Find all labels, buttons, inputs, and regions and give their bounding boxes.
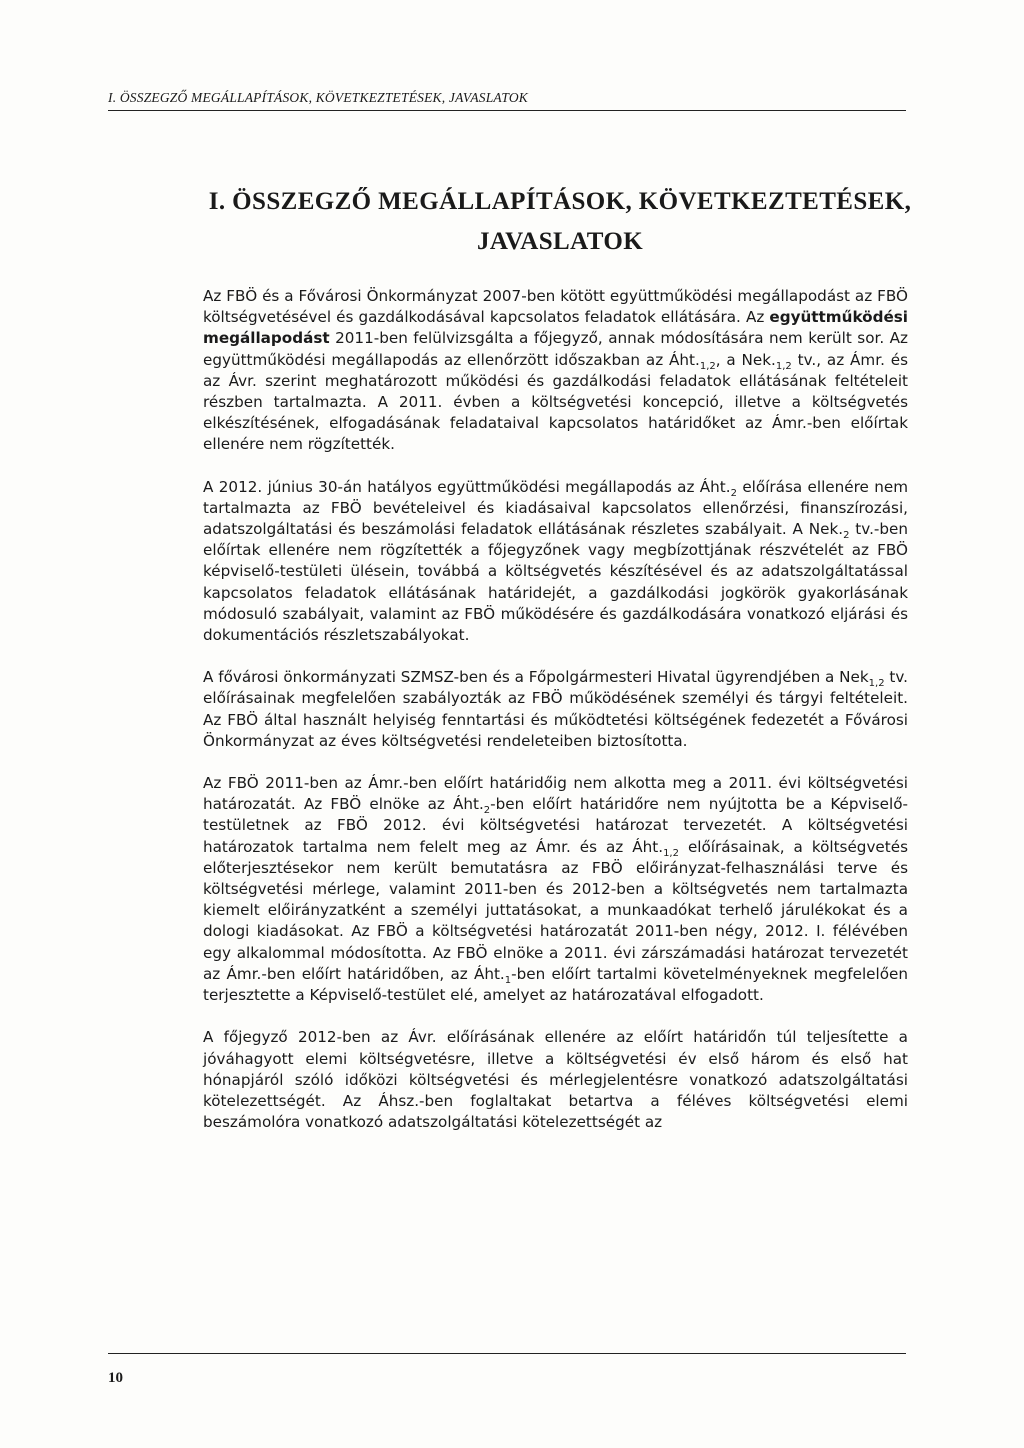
bold-term: együttműködési megállapodást: [203, 308, 908, 348]
header-rule: [108, 110, 906, 111]
paragraph-text: A 2012. június 30-án hatályos együttműködési megállapodás az Áht.: [203, 477, 731, 496]
paragraph-text: tv., az Ámr. és az Ávr. szerint meghatározott működési és gazdálkodási feladatok ellátásának feltételeit részben tartalmazta. A 2011. évben a költségvetési koncepció, illetve a költségvetés elkészítésének, elfogadásának feladataival kapcsolatos határidőket az Ámr.-ben előírtak ellenére nem rögzítették.: [203, 350, 908, 454]
paragraph-text: A fővárosi önkormányzati SZMSZ-ben és a Főpolgármesteri Hivatal ügyrendjében a Nek: [203, 668, 869, 687]
paragraph-text: -ben előírt határidőre nem nyújtotta be a Képviselő-testületnek az FBÖ 2012. évi költségvetési határozat tervezetét. A költségvetési határozatok tartalma nem felelt meg az Ámr. és az Áht.: [203, 795, 908, 856]
paragraph-text: előírása ellenére nem tartalmazta az FBÖ bevételeivel és kiadásaival kapcsolatos ellenőrzési, finanszírozási, adatszolgáltatási és beszámolási feladatok ellátásának részletes szabályait. A Nek.: [203, 477, 908, 539]
footer-rule: [108, 1353, 906, 1354]
paragraph-text: , a Nek.: [715, 350, 776, 369]
paragraph-text: -ben előírt tartalmi követelményeknek megfelelően terjesztette a Képviselő-testület elé, amelyet az határozatával elfogadott.: [203, 964, 908, 1005]
paragraph-2: [203, 477, 908, 647]
subscript: 2: [843, 530, 850, 542]
paragraph-text: tv. előírásainak megfelelően szabályozták az FBÖ működésének személyi és tárgyi feltételeit. Az FBÖ által használt helyiség fenntartási és működtetési költségének fedezetét a Fővárosi Önkormányzat az éves költségvetési rendeleteiben biztosította.: [203, 668, 908, 750]
subscript: 2: [730, 487, 737, 499]
paragraph-text: A főjegyző 2012-ben az Ávr. előírásának ellenére az előírt határidőn túl teljesítette a jóváhagyott elemi költségvetésre, illetve a költségvetési év első három és első hat hónapjáról szóló időközi költségvetési és mérlegjelentésre vonatkozó adatszolgáltatási kötelezettségét. Az Áhsz.-ben foglaltakat betartva a féléves költségvetési elemi beszámolóra vonatkozó adatszolgáltatási kötelezettségét az: [203, 1028, 908, 1132]
paragraph-1: [203, 286, 908, 456]
subscript: 1,2: [663, 847, 679, 859]
paragraph-text: Az FBÖ és a Fővárosi Önkormányzat 2007-ben kötött együttműködési megállapodást az FBÖ költségvetésével és gazdálkodásával kapcsolatos feladatok ellátására. Az: [203, 287, 908, 327]
subscript: 1: [504, 974, 512, 986]
paragraph-text: Az FBÖ 2011-ben az Ámr.-ben előírt határidőig nem alkotta meg a 2011. évi költségvetési határozatát. Az FBÖ elnöke az Áht.: [203, 774, 908, 814]
paragraph-4: [203, 773, 908, 1006]
paragraph-text: előírásainak, a költségvetés előterjesztésekor nem került bemutatásra az FBÖ előirányzat-felhasználási terve és költségvetési mérlege, valamint 2011-ben és 2012-ben a költségvetés nem tartalmazta kiemelt előirányzatként a személyi juttatásokat, a munkaadókat terhelő járulékokat és a dologi kiadásokat. Az FBÖ a költségvetési határozatát 2011-ben négy, 2012. I. félévében egy alkalommal módosította. Az FBÖ elnöke a 2011. évi zárszámadási határozat tervezetét az Ámr.-ben előírt határidőben, az Áht.: [203, 837, 908, 983]
paragraph-5: [203, 1027, 908, 1133]
subscript: 1,2: [699, 360, 716, 372]
body-text: [203, 286, 908, 1154]
subscript: 2: [483, 805, 491, 817]
subscript: 1,2: [868, 678, 885, 690]
page-number: 10: [108, 1370, 123, 1386]
paragraph-text: tv.-ben előírtak ellenére nem rögzítették a főjegyzőnek vagy megbízottjának részvételét az FBÖ képviselő-testületi ülésein, továbbá a költségvetés készítésével és az adatszolgáltatással kapcsolatos feladatok ellátásának határidejét, a gazdálkodási jogkörök gyakorlásának módosuló szabályait, valamint az FBÖ működésére és gazdálkodására vonatkozó eljárási és dokumentációs részletszabályokat.: [203, 520, 908, 645]
paragraph-text: 2011-ben felülvizsgálta a főjegyző, annak módosítására nem került sor. Az együttműködési megállapodás az ellenőrzött időszakban az Áht.: [203, 329, 908, 369]
chapter-title: I. ÖSSZEGZŐ MEGÁLLAPÍTÁSOK, KÖVETKEZTETÉSEK, JAVASLATOK: [208, 188, 912, 255]
running-header: I. ÖSSZEGZŐ MEGÁLLAPÍTÁSOK, KÖVETKEZTETÉSEK, JAVASLATOK: [108, 90, 528, 105]
paragraph-3: [203, 667, 908, 752]
subscript: 1,2: [775, 360, 792, 372]
